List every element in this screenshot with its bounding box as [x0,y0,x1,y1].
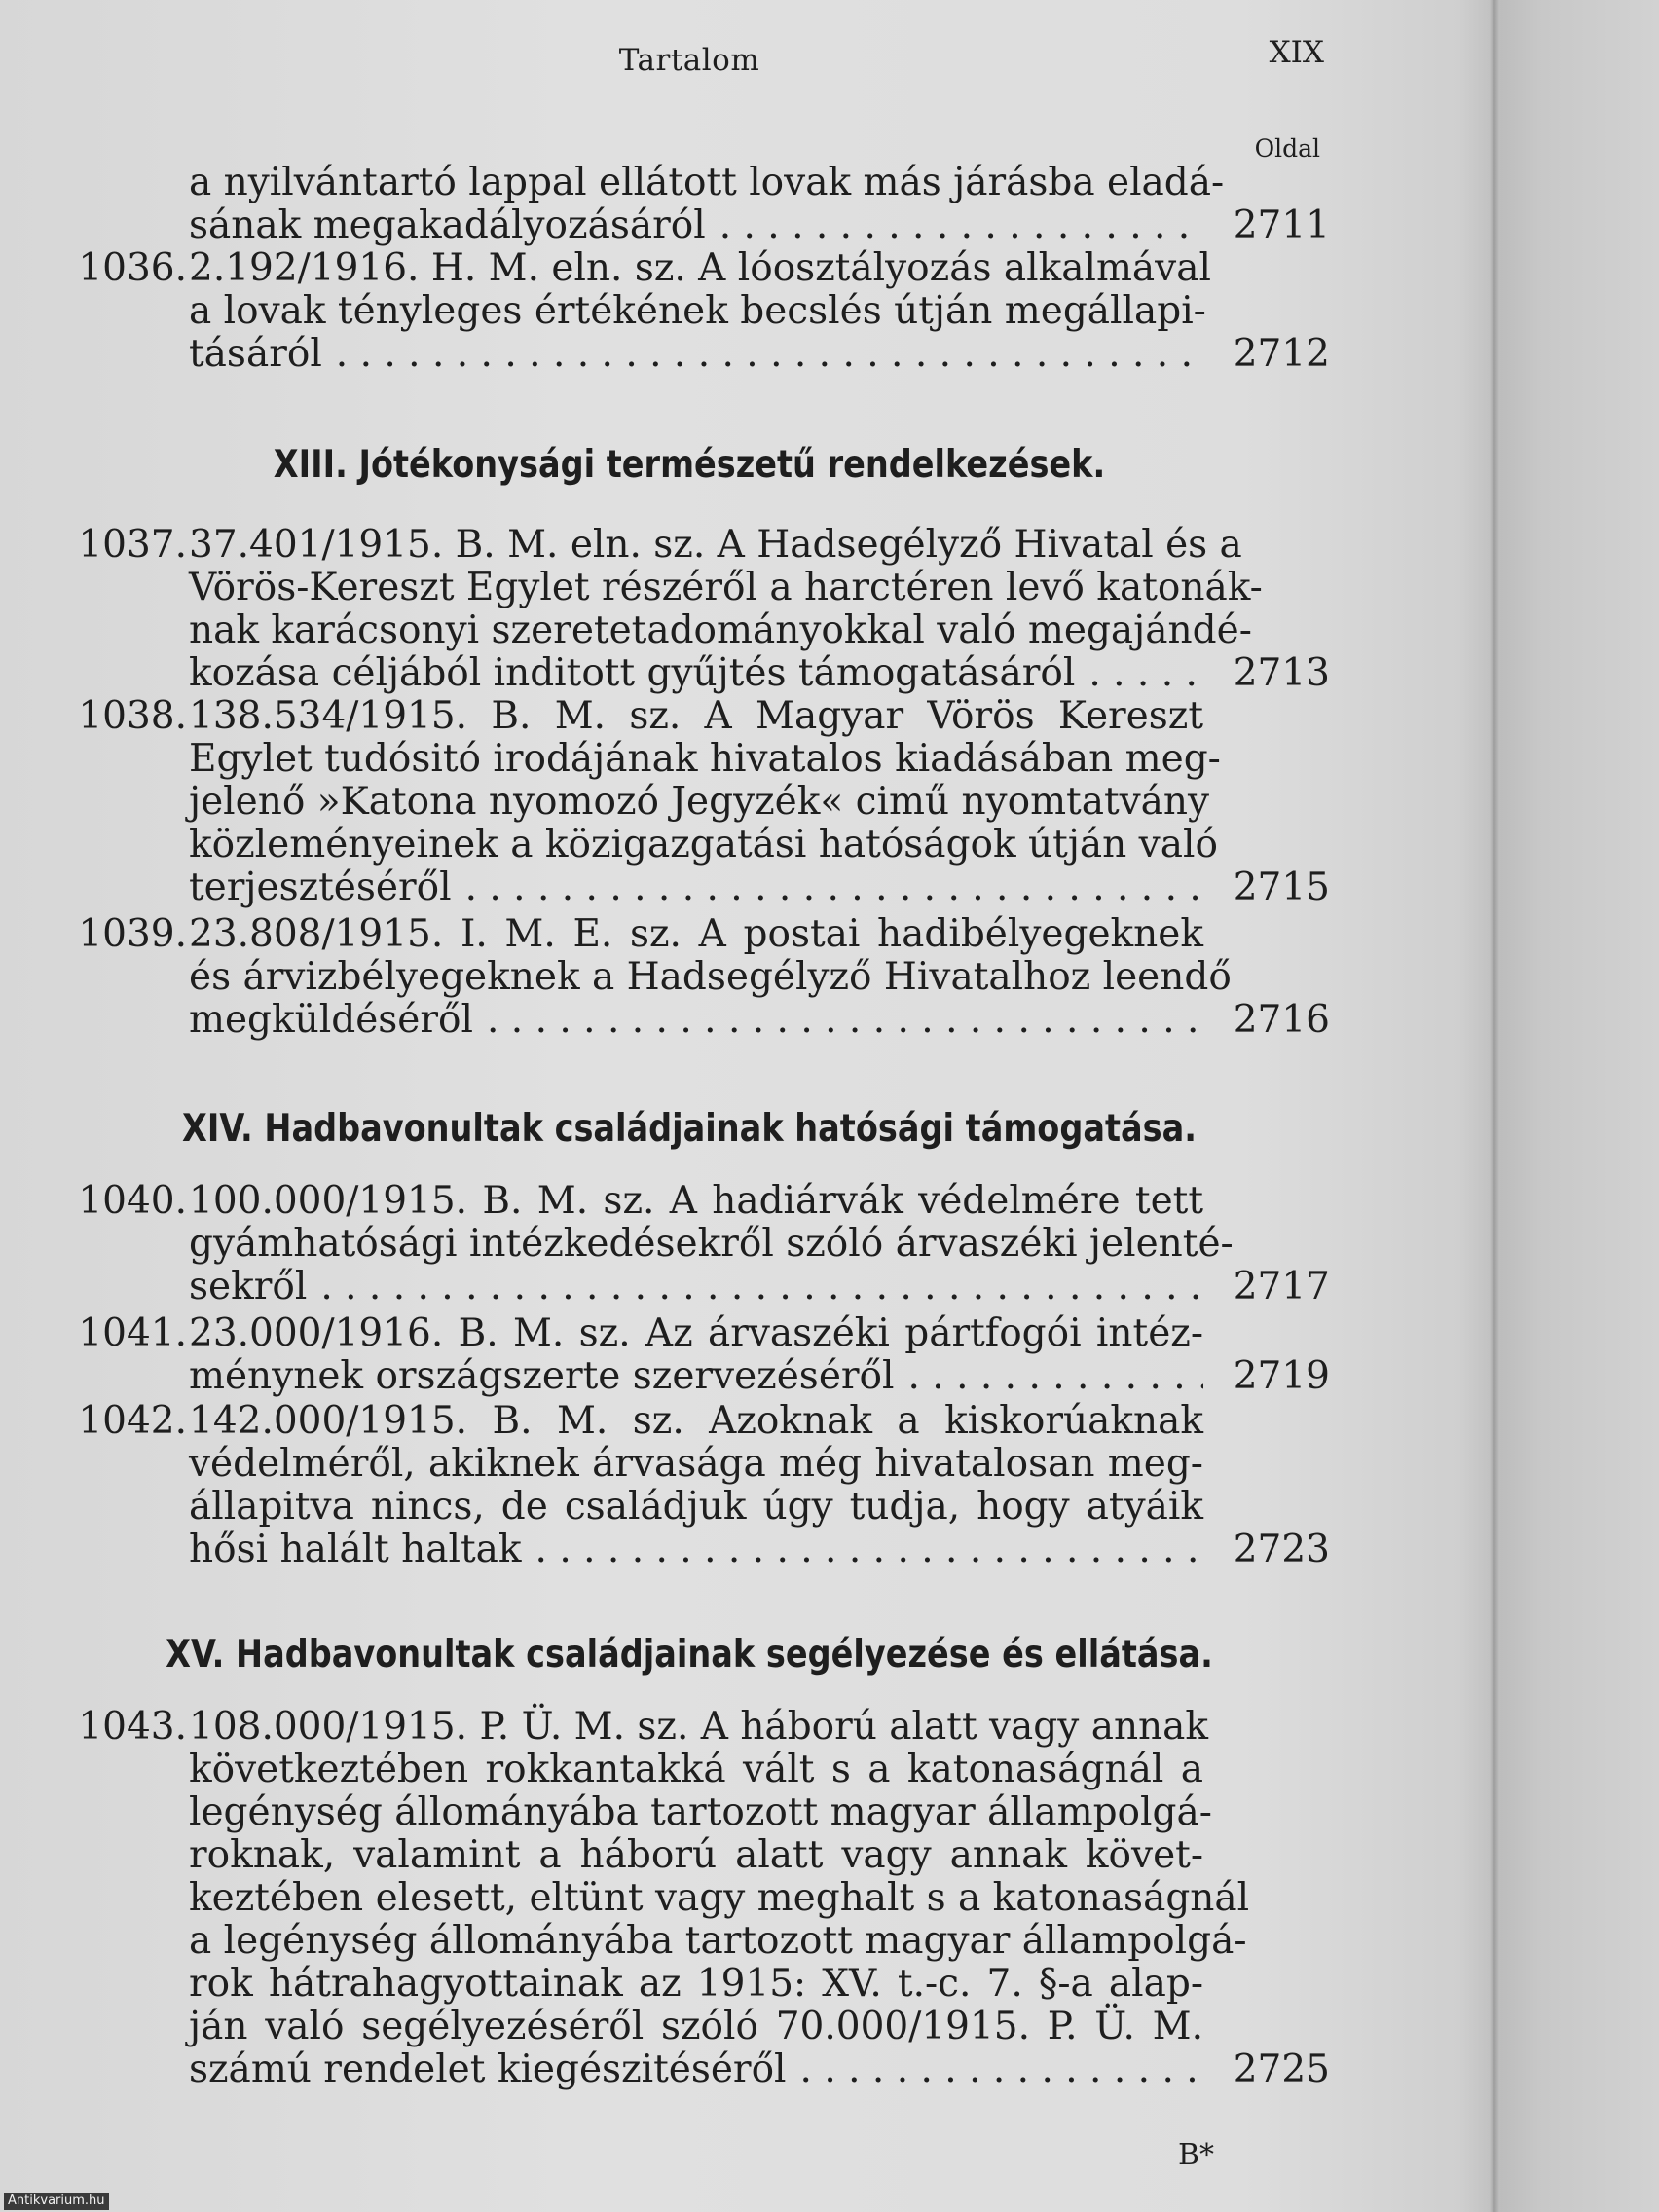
entry-text: sekről [189,1265,308,1309]
toc-line [0,1877,1659,1920]
toc-line [0,824,1659,866]
entry-text: védelméről, akiknek árvasága még hivatalosan meg- [189,1442,1203,1486]
entry-page-number: 2723 [1233,1528,1330,1571]
entry-page-number: 2713 [1233,651,1330,695]
toc-line [0,1791,1659,1834]
toc-line [0,1706,1659,1749]
entry-page-number: 2716 [1233,998,1330,1042]
toc-line [0,652,1659,695]
toc-line [0,781,1659,824]
toc-line [0,1529,1659,1571]
entry-page-number: 2725 [1233,2047,1330,2091]
entry-text: 23.808/1915. I. M. E. sz. A postai hadibélyegeknek [189,912,1203,956]
entry-text: 100.000/1915. B. M. sz. A hadiárvák védelmére tett [189,1179,1203,1223]
entry-text: ján való segélyezéséről szóló 70.000/1915. P. Ü. M. [189,2005,1203,2048]
dot-leader [473,999,1203,1042]
dot-leader [1075,652,1203,695]
entry-text: terjesztéséről [189,866,452,909]
running-header-title: Tartalom [618,43,760,78]
dot-leader [895,1355,1204,1398]
toc-line [0,1920,1659,1963]
entry-text: nak karácsonyi szeretetadományokkal való megajándé- [189,608,1252,652]
toc-line [0,1355,1659,1398]
toc-line [0,1486,1659,1529]
entry-text: és árvizbélyegeknek a Hadsegélyző Hivatalhoz leendő [189,955,1232,999]
entry-text: 108.000/1915. P. Ü. M. sz. A háború alatt vagy annak [189,1705,1209,1749]
toc-line [0,333,1659,376]
entry-number: 1039. [78,912,187,956]
toc-line [0,866,1659,909]
entry-text: keztében elesett, eltünt vagy meghalt s a katonaságnál [189,1876,1250,1920]
page-column-label: Oldal [1254,134,1320,163]
toc-line [0,738,1659,781]
entry-page-number: 2712 [1233,332,1330,376]
toc-line [0,290,1659,333]
dot-leader [706,204,1203,247]
toc-line [0,247,1659,290]
entry-number: 1037. [78,523,187,567]
entry-page-number: 2711 [1233,203,1330,247]
toc-line [0,1312,1659,1355]
entry-text: 37.401/1915. B. M. eln. sz. A Hadsegélyző Hivatal és a [189,523,1242,567]
entry-text: a lovak tényleges értékének becslés útján megállapi- [189,289,1206,333]
toc-line [0,524,1659,567]
toc-line [0,1223,1659,1266]
toc-line [0,1180,1659,1223]
toc-line [0,609,1659,652]
entry-text: 142.000/1915. B. M. sz. Azoknak a kiskorúaknak [189,1399,1203,1443]
toc-line [0,1834,1659,1877]
dot-leader [307,1266,1203,1309]
page-number: XIX [1269,35,1324,70]
toc-line [0,1749,1659,1791]
entry-text: állapitva nincs, de családjuk úgy tudja, hogy atyáik [189,1485,1203,1529]
toc-line [0,2048,1659,2091]
section-heading: XV. Hadbavonultak családjainak segélyezése és ellátása. [166,1633,1213,1677]
section-heading: XIII. Jótékonysági természetű rendelkezések. [273,443,1106,487]
dot-leader [787,2048,1203,2091]
toc-line [0,1963,1659,2006]
entry-text: sának megakadályozásáról [189,203,706,247]
toc-line [0,1266,1659,1309]
entry-text: számú rendelet kiegészitéséről [189,2047,787,2091]
entry-page-number: 2715 [1233,866,1330,909]
entry-number: 1042. [78,1399,187,1443]
entry-text: Vörös-Kereszt Egylet részéről a harctéren levő katonák- [189,566,1263,609]
entry-text: megküldéséről [189,998,473,1042]
toc-line [0,956,1659,999]
entry-text: roknak, valamint a háború alatt vagy annak követ- [189,1833,1203,1877]
watermark: Antikvarium.hu [4,2193,109,2210]
entry-page-number: 2719 [1233,1354,1330,1398]
entry-text: gyámhatósági intézkedésekről szóló árvaszéki jelenté- [189,1222,1234,1266]
toc-line [0,1443,1659,1486]
entry-number: 1038. [78,694,187,738]
toc-line [0,2006,1659,2048]
toc-line [0,162,1659,204]
entry-text: a nyilvántartó lappal ellátott lovak más járásba eladá- [189,161,1225,204]
entry-text: a legénység állományába tartozott magyar állampolgá- [189,1919,1247,1963]
toc-line [0,913,1659,956]
signature-mark: B* [1178,2138,1215,2172]
entry-text: legénység állományába tartozott magyar állampolgá- [189,1790,1212,1834]
toc-line [0,695,1659,738]
toc-line [0,999,1659,1042]
toc-line [0,1400,1659,1443]
entry-text: rok hátrahagyottainak az 1915: XV. t.-c. 7. §-a alap- [189,1962,1203,2006]
entry-page-number: 2717 [1233,1265,1330,1309]
entry-text: tásáról [189,332,322,376]
entry-text: következtében rokkantakká vált s a katonaságnál a [189,1748,1203,1791]
entry-text: közleményeinek a közigazgatási hatóságok útján való [189,823,1218,866]
toc-line [0,204,1659,247]
dot-leader [522,1529,1203,1571]
entry-text: kozása céljából inditott gyűjtés támogatásáról [189,651,1076,695]
entry-number: 1041. [78,1311,187,1355]
entry-text: jelenő »Katona nyomozó Jegyzék« cimű nyomtatvány [189,780,1210,824]
dot-leader [452,866,1203,909]
entry-number: 1043. [78,1705,187,1749]
entry-number: 1036. [78,246,187,290]
toc-line [0,567,1659,609]
entry-text: Egylet tudósitó irodájának hivatalos kiadásában meg- [189,737,1221,781]
dot-leader [322,333,1203,376]
entry-text: hősi halált haltak [189,1528,522,1571]
entry-number: 1040. [78,1179,187,1223]
section-heading: XIV. Hadbavonultak családjainak hatósági támogatása. [182,1107,1197,1151]
entry-text: 2.192/1916. H. M. eln. sz. A lóosztályozás alkalmával [189,246,1211,290]
entry-text: 23.000/1916. B. M. sz. Az árvaszéki pártfogói intéz- [189,1311,1203,1355]
entry-text: 138.534/1915. B. M. sz. A Magyar Vörös Kereszt [189,694,1203,738]
entry-text: ménynek országszerte szervezéséről [189,1354,895,1398]
